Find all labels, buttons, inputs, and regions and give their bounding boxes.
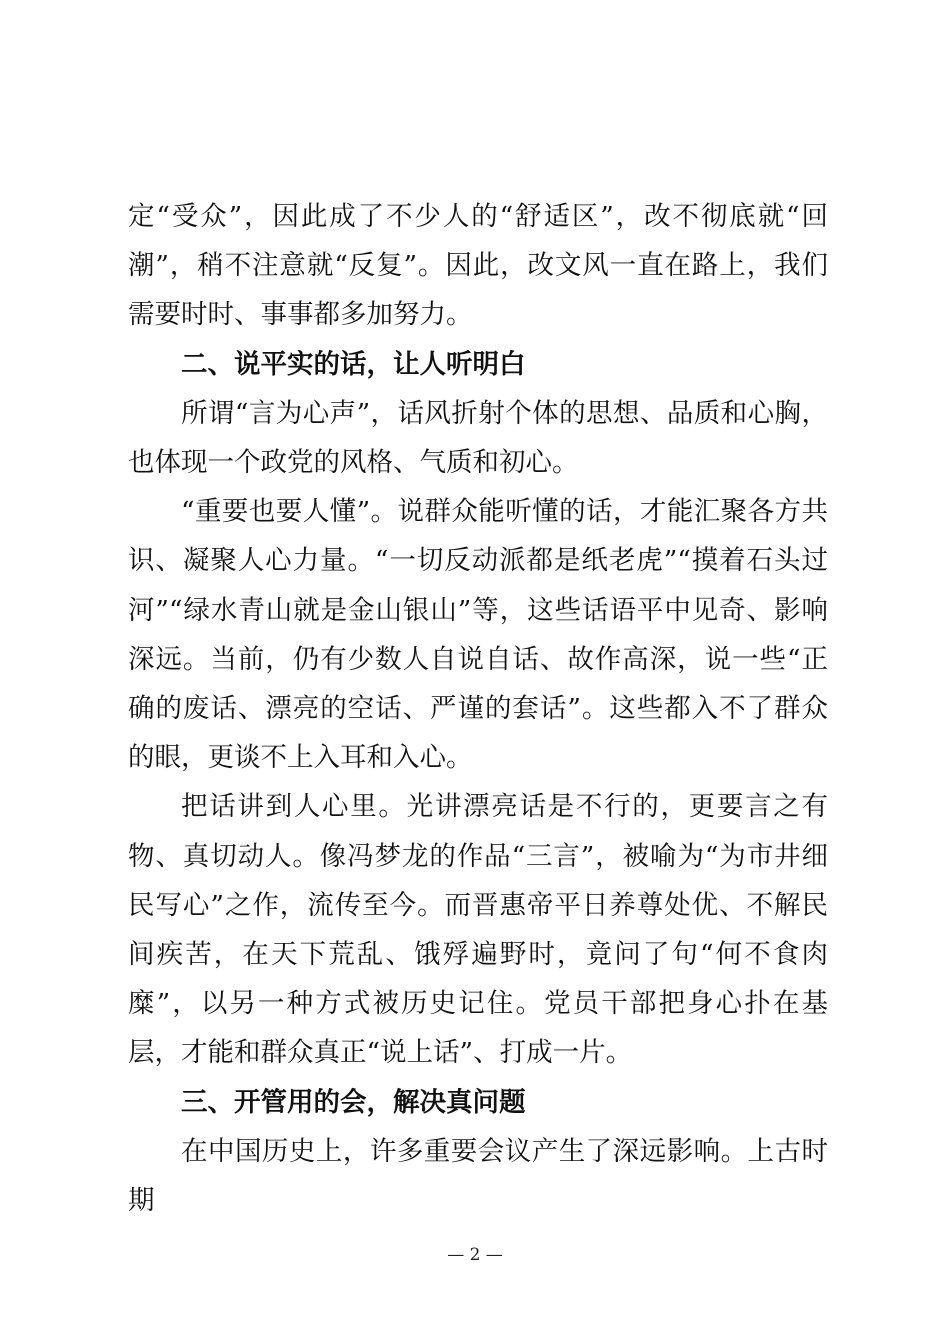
paragraph: 在中国历史上，许多重要会议产生了深远影响。上古时期 — [128, 1135, 828, 1217]
page-number: — 2 — — [447, 1245, 503, 1265]
paragraph: 所谓“言为心声”，话风折射个体的思想、品质和心胸，也体现一个政党的风格、气质和初心。 — [128, 397, 828, 479]
document-body — [128, 192, 828, 1225]
paragraph: 把话讲到人心里。光讲漂亮话是不行的，更要言之有物、真切动人。像冯梦龙的作品“三言”，被喻为“为市井细民写心”之作，流传至今。而晋惠帝平日养尊处优、不解民间疾苦，在天下荒乱、饿殍遍野时，竟问了句“何不食肉糜”，以另一种方式被历史记住。党员干部把身心扑在基层，才能和群众真正“说上话”、打成一片。 — [128, 791, 828, 1069]
paragraph: “重要也要人懂”。说群众能听懂的话，才能汇聚各方共识、凝聚人心力量。“一切反动派都是纸老虎”“摸着石头过河”“绿水青山就是金山银山”等，这些话语平中见奇、影响深远。当前，仍有少数人自说自话、故作高深，说一些“正确的废话、漂亮的空话、严谨的套话”。这些都入不了群众的眼，更谈不上入耳和入心。 — [128, 496, 828, 774]
section-heading-3: 三、开管用的会，解决真问题 — [181, 1086, 526, 1118]
section-heading-2: 二、说平实的话，让人听明白 — [181, 348, 526, 380]
paragraph-continuation: 定“受众”，因此成了不少人的“舒适区”，改不彻底就“回潮”，稍不注意就“反复”。因此，改文风一直在路上，我们需要时时、事事都多加努力。 — [128, 201, 828, 331]
